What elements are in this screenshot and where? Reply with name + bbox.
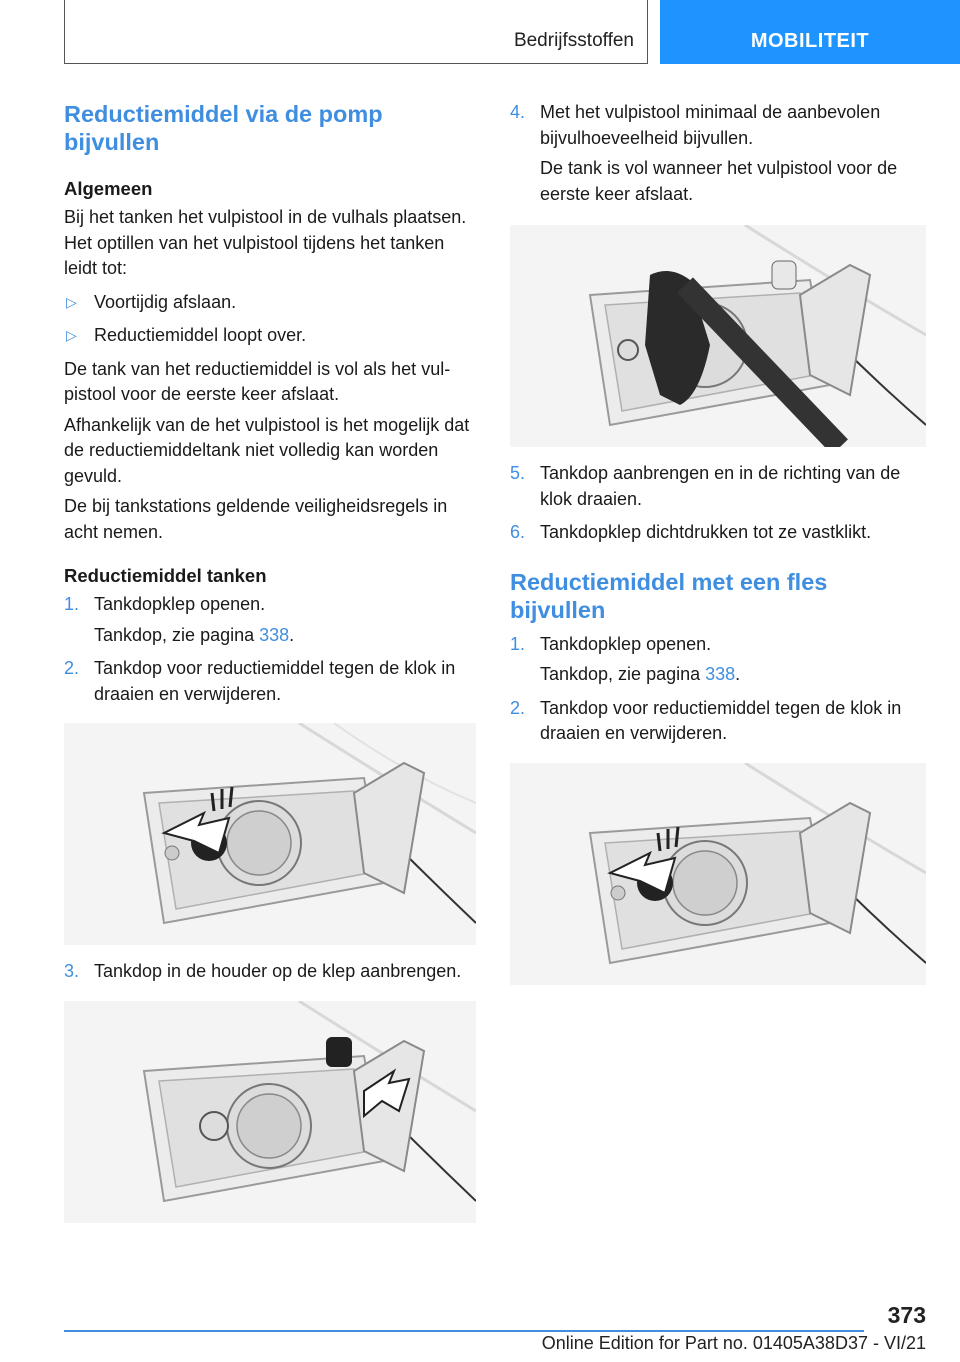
triangle-bullet-icon: ▷ <box>66 293 77 310</box>
edition-text: Online Edition for Part no. 01405A38D37 - VI/21 <box>541 1333 926 1353</box>
paragraph-nozzle: Afhankelijk van de het vulpistool is het mogelijk dat de reductiemiddeltank niet volledig kan worden gevuld. <box>64 414 470 486</box>
crossref-text: Tankdop, zie pagina <box>540 664 706 684</box>
step-item <box>510 632 926 658</box>
left-column <box>64 100 476 1237</box>
step-text: Tankdop voor reductiemiddel tegen de klok in draaien en verwijderen. <box>94 658 456 704</box>
figure-nozzle-filling <box>510 225 926 447</box>
step-subtext <box>510 662 926 688</box>
paragraph-full-tank: De tank van het reductiemiddel is vol als het vulpistool voor de eerste keer afslaat. <box>64 358 451 404</box>
step-item <box>510 461 926 512</box>
header-chapter-tab[interactable]: MOBILITEIT <box>660 0 960 64</box>
step-number: 4. <box>510 102 526 122</box>
step-item <box>64 959 476 985</box>
step-item <box>64 592 476 618</box>
step-number: 1. <box>64 594 80 614</box>
crossref-end: . <box>735 664 741 684</box>
step-text: Tankdopklep dichtdrukken tot ze vastklikt. <box>540 522 872 542</box>
triangle-bullet-icon: ▷ <box>66 327 77 343</box>
step-number: 1. <box>510 633 526 654</box>
header-section-title: Bedrijfsstoffen <box>513 30 634 51</box>
bullet-item <box>64 290 476 316</box>
figure-cap-removal <box>64 723 476 945</box>
step-subtext <box>64 623 476 649</box>
step-number: 3. <box>64 961 80 981</box>
step-text: Tankdopklep openen. <box>94 594 266 614</box>
section-title-pump: Reductiemiddel via de pomp bijvullen <box>64 101 383 155</box>
step-item <box>510 520 926 546</box>
step-number: 5. <box>510 463 526 483</box>
step-subtext: De tank is vol wanneer het vulpistool voor de eerste keer afslaat. <box>540 158 898 204</box>
page-number: 373 <box>887 1302 926 1328</box>
step-number: 6. <box>510 522 526 542</box>
bullet-text: Voortijdig afslaan. <box>94 291 237 312</box>
page-link[interactable]: 338 <box>705 664 736 684</box>
step-item <box>510 100 926 151</box>
step-item <box>510 696 926 747</box>
general-text: Bij het tanken het vulpistool in de vulhals plaatsen. Het optillen van het vulpistool tijdens het tanken leidt tot: <box>64 207 467 278</box>
step-text: Met het vulpistool minimaal de aanbevolen bijvulhoeveelheid bijvullen. <box>540 102 881 148</box>
step-text: Tankdop voor reductiemiddel tegen de klok in draaien en verwijderen. <box>540 697 902 743</box>
general-heading: Algemeen <box>64 178 153 199</box>
step-text: Tankdop aanbrengen en in de richting van de klok draaien. <box>540 463 901 509</box>
section-title-bottle: Reductiemiddel met een fles bijvullen <box>510 568 828 623</box>
crossref-end: . <box>289 624 295 645</box>
step-text: Tankdop in de houder op de klep aanbrengen. <box>94 961 462 981</box>
footer-rule <box>64 1330 864 1332</box>
fill-heading: Reductiemiddel tanken <box>64 565 267 586</box>
bullet-item <box>64 323 476 349</box>
crossref-text: Tankdop, zie pagina <box>94 624 260 645</box>
step-number: 2. <box>64 658 80 678</box>
bullet-text: Reductiemiddel loopt over. <box>94 325 307 345</box>
step-text: Tankdopklep openen. <box>540 633 712 654</box>
figure-cap-holder <box>64 1001 476 1223</box>
right-column <box>510 100 926 999</box>
step-number: 2. <box>510 697 526 718</box>
figure-cap-removal-bottle <box>510 763 926 985</box>
page-link[interactable]: 338 <box>259 624 290 645</box>
step-item <box>64 656 476 707</box>
paragraph-safety: De bij tankstations geldende veiligheidsregels in acht nemen. <box>64 496 448 542</box>
